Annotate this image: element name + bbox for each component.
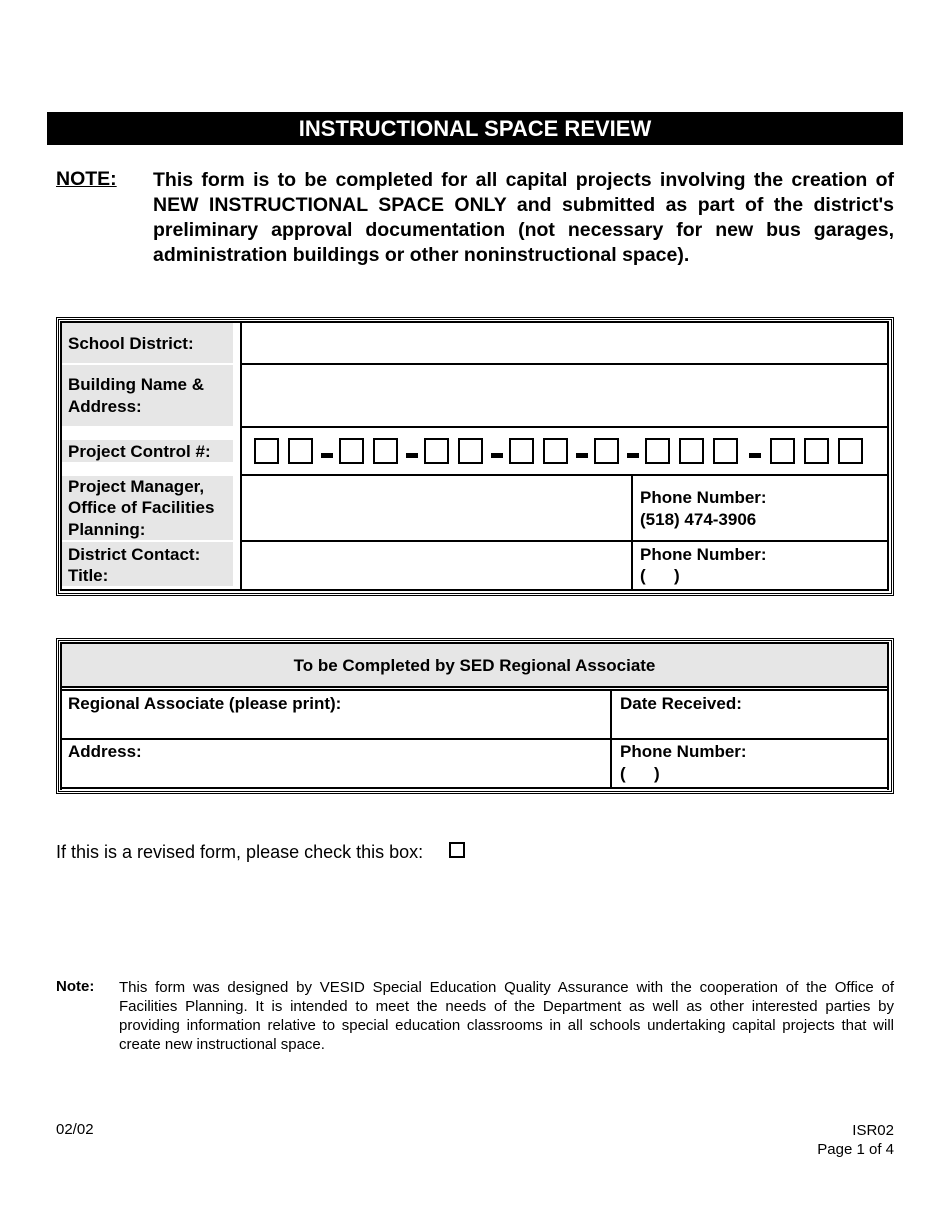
regional-associate-input[interactable]	[62, 714, 608, 738]
building-address-input[interactable]	[242, 365, 887, 426]
digit-box[interactable]	[254, 438, 279, 464]
dash-separator	[627, 453, 639, 458]
note-text: This form is to be completed for all capital projects involving the creation of NEW INSTRUCTIONAL SPACE ONLY and submitted as part of the district's preliminary approval documentation (not necessary for new bus garages, administration buildings or other noninstructional space).	[153, 169, 894, 266]
district-phone-label: Phone Number:	[640, 545, 767, 564]
inner-border	[60, 642, 889, 644]
address-input[interactable]	[62, 762, 608, 787]
digit-box[interactable]	[679, 438, 704, 464]
revised-form-label: If this is a revised form, please check this box:	[56, 842, 424, 862]
header-divider	[60, 689, 889, 691]
page-number: Page 1 of 4	[817, 1141, 894, 1158]
district-contact-input[interactable]	[242, 542, 631, 589]
digit-box[interactable]	[838, 438, 863, 464]
school-district-input[interactable]	[242, 323, 887, 363]
project-manager-label-3: Planning:	[68, 520, 146, 539]
inner-border	[887, 642, 889, 790]
digit-box[interactable]	[713, 438, 738, 464]
row-divider	[240, 426, 889, 428]
row-divider	[60, 738, 889, 740]
footer-note-text: This form was designed by VESID Special Education Quality Assurance with the cooperation of the Office of Facilities Planning. It is intended to meet the needs of the Department as well as other interested parties by providing information relative to special education classrooms in all schools undertaking capital projects that will create new instructional space.	[119, 979, 894, 1053]
date-received-label: Date Received:	[620, 694, 742, 713]
inner-border	[60, 589, 889, 591]
dash-separator	[491, 453, 503, 458]
inner-border	[887, 321, 889, 591]
form-code: ISR02	[852, 1122, 894, 1139]
digit-box[interactable]	[288, 438, 313, 464]
district-contact-label: District Contact:	[68, 545, 201, 564]
digit-box[interactable]	[339, 438, 364, 464]
digit-box[interactable]	[509, 438, 534, 464]
address-label: Address:	[68, 742, 142, 761]
dash-separator	[321, 453, 333, 458]
digit-box[interactable]	[458, 438, 483, 464]
sed-phone-blank: ( )	[620, 764, 660, 783]
form-page-info	[817, 1121, 894, 1159]
column-divider	[631, 474, 633, 591]
phone-number-value: (518) 474-3906	[640, 510, 757, 529]
building-address-label: Address:	[68, 397, 142, 416]
digit-box[interactable]	[594, 438, 619, 464]
digit-box[interactable]	[804, 438, 829, 464]
digit-box[interactable]	[645, 438, 670, 464]
inner-border	[60, 787, 889, 789]
building-name-label: Building Name &	[68, 375, 205, 394]
revised-form-checkbox[interactable]	[449, 842, 465, 858]
sed-phone-label: Phone Number:	[620, 742, 747, 761]
digit-box[interactable]	[424, 438, 449, 464]
footer-note-label: Note:	[56, 978, 95, 995]
dash-separator	[406, 453, 418, 458]
project-manager-input[interactable]	[242, 476, 631, 540]
regional-associate-label: Regional Associate (please print):	[68, 694, 342, 713]
digit-box[interactable]	[543, 438, 568, 464]
form-date-code: 02/02	[56, 1121, 94, 1138]
project-manager-label-2: Office of Facilities	[68, 498, 215, 517]
header-divider	[60, 686, 889, 688]
date-received-input[interactable]	[612, 714, 887, 738]
project-control-label: Project Control #:	[68, 442, 211, 461]
dash-separator	[749, 453, 761, 458]
sed-table-header: To be Completed by SED Regional Associate	[293, 656, 656, 675]
note-label: NOTE:	[56, 168, 117, 190]
digit-box[interactable]	[373, 438, 398, 464]
project-manager-label: Project Manager,	[68, 477, 205, 496]
school-district-label: School District:	[68, 334, 194, 353]
column-divider	[610, 689, 612, 789]
district-phone-blank: ( )	[640, 566, 680, 585]
title-label: Title:	[68, 566, 109, 585]
digit-box[interactable]	[770, 438, 795, 464]
phone-number-label: Phone Number:	[640, 488, 767, 507]
inner-border	[60, 321, 62, 591]
form-title: INSTRUCTIONAL SPACE REVIEW	[47, 112, 903, 145]
dash-separator	[576, 453, 588, 458]
